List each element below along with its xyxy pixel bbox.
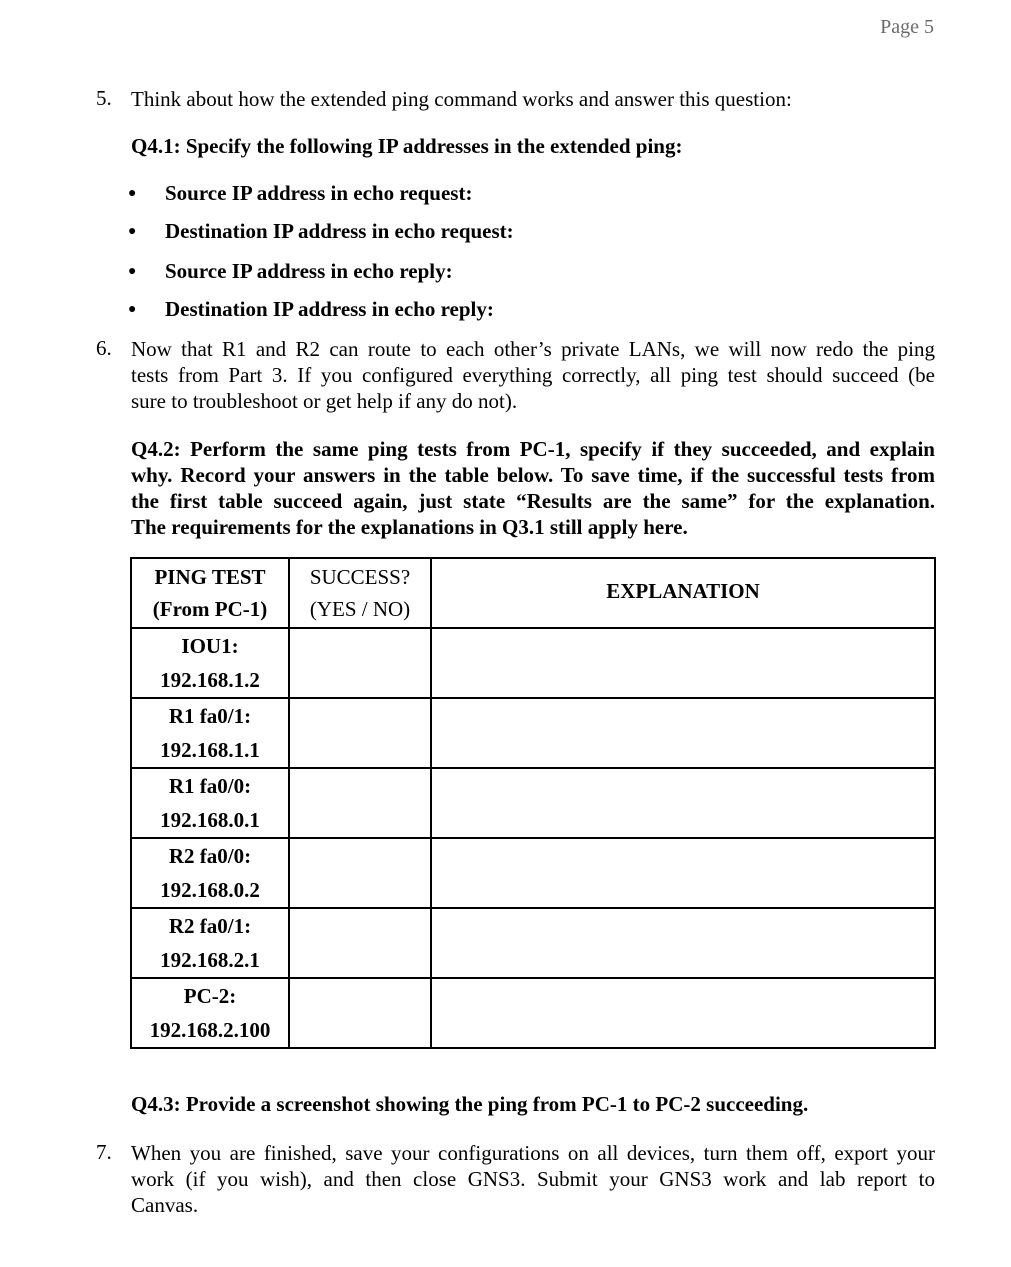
header-ping-test-label: PING TEST xyxy=(154,565,266,589)
header-ping-test xyxy=(131,558,289,628)
ping-target-cell xyxy=(131,908,289,978)
ping-target-ip: 192.168.2.1 xyxy=(160,948,260,972)
ping-target-ip: 192.168.0.2 xyxy=(160,878,260,902)
step-7-line: Canvas. xyxy=(131,1193,199,1217)
page-number: Page 5 xyxy=(880,16,934,38)
ping-target-name: PC-2: xyxy=(183,984,237,1008)
success-cell[interactable] xyxy=(289,838,431,908)
ping-target-ip: 192.168.2.100 xyxy=(149,1018,271,1042)
table-row xyxy=(131,698,935,768)
ping-target-cell xyxy=(131,838,289,908)
q4-2-line: Q4.2: Perform the same ping tests from PC-1, specify if they succeeded, and explain xyxy=(131,437,935,461)
ping-target-cell xyxy=(131,768,289,838)
bullet-icon: ● xyxy=(128,264,137,279)
success-cell[interactable] xyxy=(289,978,431,1048)
bullet-destination-reply: Destination IP address in echo reply: xyxy=(165,297,494,321)
ping-target-name: IOU1: xyxy=(181,634,239,658)
ping-target-cell xyxy=(131,628,289,698)
success-cell[interactable] xyxy=(289,908,431,978)
ping-target-ip: 192.168.1.1 xyxy=(160,738,260,762)
question-q4-2 xyxy=(131,436,935,540)
step-6-line: sure to troubleshoot or get help if any do not). xyxy=(131,389,518,413)
ping-target-name: R1 fa0/0: xyxy=(168,774,252,798)
question-q4-1: Q4.1: Specify the following IP addresses in the extended ping: xyxy=(131,134,683,158)
step-7-line: When you are finished, save your configurations on all devices, turn them off, export your xyxy=(131,1141,935,1165)
question-q4-3: Q4.3: Provide a screenshot showing the ping from PC-1 to PC-2 succeeding. xyxy=(131,1092,809,1116)
success-cell[interactable] xyxy=(289,628,431,698)
step-6-line: tests from Part 3. If you configured everything correctly, all ping test should succeed (be xyxy=(131,363,935,387)
explanation-cell[interactable] xyxy=(431,978,935,1048)
header-from-pc1-label: (From PC-1) xyxy=(152,597,268,621)
explanation-cell[interactable] xyxy=(431,698,935,768)
step-7-text xyxy=(131,1140,935,1218)
q4-2-line: the first table succeed again, just state “Results are the same” for the explanation. xyxy=(131,489,935,513)
header-yes-no-label: (YES / NO) xyxy=(309,597,411,621)
ping-target-ip: 192.168.1.2 xyxy=(160,668,260,692)
success-cell[interactable] xyxy=(289,768,431,838)
table-header-row xyxy=(131,558,935,628)
step-6-line: Now that R1 and R2 can route to each other’s private LANs, we will now redo the ping xyxy=(131,337,935,361)
explanation-cell[interactable] xyxy=(431,838,935,908)
header-explanation: EXPLANATION xyxy=(431,558,935,628)
step-6-text xyxy=(131,336,935,414)
table-row xyxy=(131,628,935,698)
step-6-number: 6. xyxy=(96,336,112,360)
q4-2-line: why. Record your answers in the table below. To save time, if the successful tests from xyxy=(131,463,935,487)
table-row xyxy=(131,978,935,1048)
explanation-cell[interactable] xyxy=(431,768,935,838)
ping-target-name: R2 fa0/0: xyxy=(168,844,252,868)
step-7-number: 7. xyxy=(96,1140,112,1164)
bullet-source-request: Source IP address in echo request: xyxy=(165,181,473,205)
success-cell[interactable] xyxy=(289,698,431,768)
table-row xyxy=(131,908,935,978)
bullet-icon: ● xyxy=(128,302,137,317)
ping-target-cell xyxy=(131,978,289,1048)
step-5-number: 5. xyxy=(96,86,112,110)
ping-target-name: R1 fa0/1: xyxy=(168,704,252,728)
header-success-label: SUCCESS? xyxy=(309,565,411,589)
ping-test-table xyxy=(130,557,936,1049)
ping-target-name: R2 fa0/1: xyxy=(168,914,252,938)
ping-target-cell xyxy=(131,698,289,768)
ping-target-ip: 192.168.0.1 xyxy=(160,808,260,832)
table-row xyxy=(131,768,935,838)
q4-2-line: The requirements for the explanations in Q3.1 still apply here. xyxy=(131,515,688,539)
header-success xyxy=(289,558,431,628)
explanation-cell[interactable] xyxy=(431,628,935,698)
bullet-icon: ● xyxy=(128,224,137,239)
explanation-cell[interactable] xyxy=(431,908,935,978)
bullet-source-reply: Source IP address in echo reply: xyxy=(165,259,453,283)
bullet-icon: ● xyxy=(128,186,137,201)
step-5-text: Think about how the extended ping command works and answer this question: xyxy=(131,87,792,111)
table-row xyxy=(131,838,935,908)
step-7-line: work (if you wish), and then close GNS3. Submit your GNS3 work and lab report to xyxy=(131,1167,935,1191)
bullet-destination-request: Destination IP address in echo request: xyxy=(165,219,514,243)
